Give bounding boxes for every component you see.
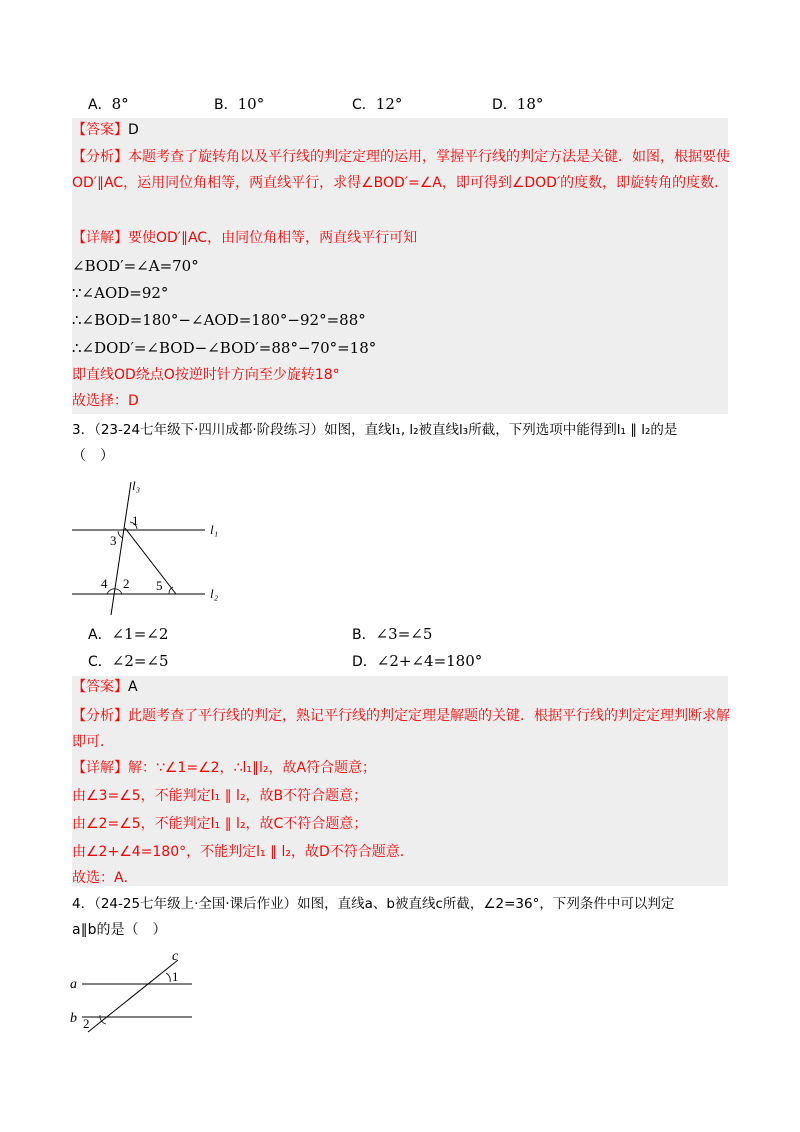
figure-label-a: a — [70, 977, 77, 992]
q3-detail-line5: 故选：A． — [72, 870, 138, 886]
q3-option-c — [88, 651, 169, 672]
figure-angle-1: 1 — [172, 969, 179, 984]
option-letter: B． — [352, 627, 376, 643]
q3-blank: （ ） — [72, 448, 114, 464]
option-letter: A． — [88, 97, 112, 113]
q2-detail-line1 — [72, 228, 417, 248]
figure-angle-4: 4 — [101, 576, 108, 591]
figure-label-b: b — [70, 1011, 77, 1026]
detail-text: 要使OD′∥AC，由同位角相等，两直线平行可知 — [128, 230, 418, 246]
q2-analysis — [72, 144, 730, 196]
figure-label-l3: l₃ — [132, 478, 141, 493]
option-value: 12° — [375, 95, 403, 113]
analysis-label: 【分析】 — [72, 708, 128, 724]
q2-detail-line3: ∵∠AOD=92° — [72, 284, 169, 302]
option-value: ∠1=∠2 — [111, 625, 169, 643]
q3-detail-line1 — [72, 758, 376, 778]
q3-detail-line4: 由∠2+∠4=180°，不能判定l₁ ∥ l₂，故D不符合题意． — [72, 844, 414, 860]
option-a — [88, 94, 129, 115]
option-value: 8° — [111, 95, 129, 113]
q3-analysis — [72, 703, 730, 755]
question-text: （24-25七年级上·全国·课后作业）如图，直线a、b被直线c所截，∠2=36°，下列条件中可以判定 — [94, 896, 675, 912]
detail-label: 【详解】 — [72, 760, 128, 776]
q4-stem-line2: a∥b的是（ ） — [72, 922, 167, 938]
q2-answer — [72, 120, 139, 140]
q3-detail-line3: 由∠2=∠5，不能判定l₁ ∥ l₂，故C不符合题意； — [72, 816, 368, 832]
question-number: 4． — [72, 896, 95, 912]
q3-answer — [72, 677, 138, 697]
figure-angle-1: 1 — [132, 513, 139, 528]
detail-label: 【详解】 — [72, 230, 128, 246]
option-letter: A． — [88, 627, 112, 643]
option-value: 10° — [237, 95, 265, 113]
analysis-text: 本题考查了旋转角以及平行线的判定定理的运用，掌握平行线的判定方法是关键．如图，根据要使OD′∥AC，运用同位角相等，两直线平行，求得∠BOD′=∠A，即可得到∠DOD′的度数，即旋转角的度数． — [72, 149, 730, 191]
option-letter: C． — [352, 97, 376, 113]
q2-detail-line6: 即直线OD绕点O按逆时针方向至少旋转18° — [72, 367, 340, 383]
q4-figure — [66, 946, 196, 1036]
question-text: （23-24七年级下·四川成都·阶段练习）如图，直线l₁, l₂被直线l₃所截，下列选项中能得到l₁ ∥ l₂的是 — [94, 422, 678, 438]
q3-figure — [70, 470, 230, 620]
q4-stem — [72, 894, 674, 914]
figure-label-c: c — [172, 949, 179, 964]
question-number: 3． — [72, 422, 95, 438]
q3-option-a — [88, 624, 168, 645]
answer-value: A — [128, 679, 138, 695]
q2-detail-line4: ∴∠BOD=180°−∠AOD=180°−92°=88° — [72, 311, 366, 329]
option-c — [352, 94, 402, 115]
answer-label: 【答案】 — [72, 122, 128, 138]
q2-detail-line2: ∠BOD′=∠A=70° — [72, 257, 199, 275]
option-d — [492, 94, 543, 115]
option-b — [214, 94, 264, 115]
figure-label-l2: l₂ — [210, 586, 219, 601]
option-value: ∠2+∠4=180° — [376, 652, 483, 670]
option-letter: B． — [214, 97, 238, 113]
detail-text: 解：∵∠1=∠2，∴l₁∥l₂，故A符合题意； — [128, 760, 377, 776]
figure-angle-5: 5 — [156, 578, 163, 593]
q3-option-d — [352, 651, 482, 672]
option-letter: C． — [88, 654, 112, 670]
figure-angle-2: 2 — [83, 1016, 90, 1031]
q2-detail-line7: 故选择：D — [72, 393, 139, 409]
figure-angle-3: 3 — [110, 533, 117, 548]
analysis-label: 【分析】 — [72, 149, 128, 165]
q3-stem — [72, 420, 677, 440]
option-value: 18° — [516, 95, 544, 113]
answer-value: D — [128, 122, 139, 138]
figure-label-l1: l₁ — [210, 522, 219, 537]
answer-label: 【答案】 — [72, 679, 128, 695]
figure-angle-2: 2 — [123, 576, 130, 591]
option-value: ∠2=∠5 — [111, 652, 169, 670]
q2-detail-line5: ∴∠DOD′=∠BOD−∠BOD′=88°−70°=18° — [72, 339, 377, 357]
option-letter: D． — [492, 97, 517, 113]
option-value: ∠3=∠5 — [375, 625, 433, 643]
analysis-text: 此题考查了平行线的判定，熟记平行线的判定定理是解题的关键．根据平行线的判定定理判断求解即可． — [72, 708, 730, 750]
q3-detail-line2: 由∠3=∠5，不能判定l₁ ∥ l₂，故B不符合题意； — [72, 788, 368, 804]
option-letter: D． — [352, 654, 377, 670]
q3-option-b — [352, 624, 432, 645]
